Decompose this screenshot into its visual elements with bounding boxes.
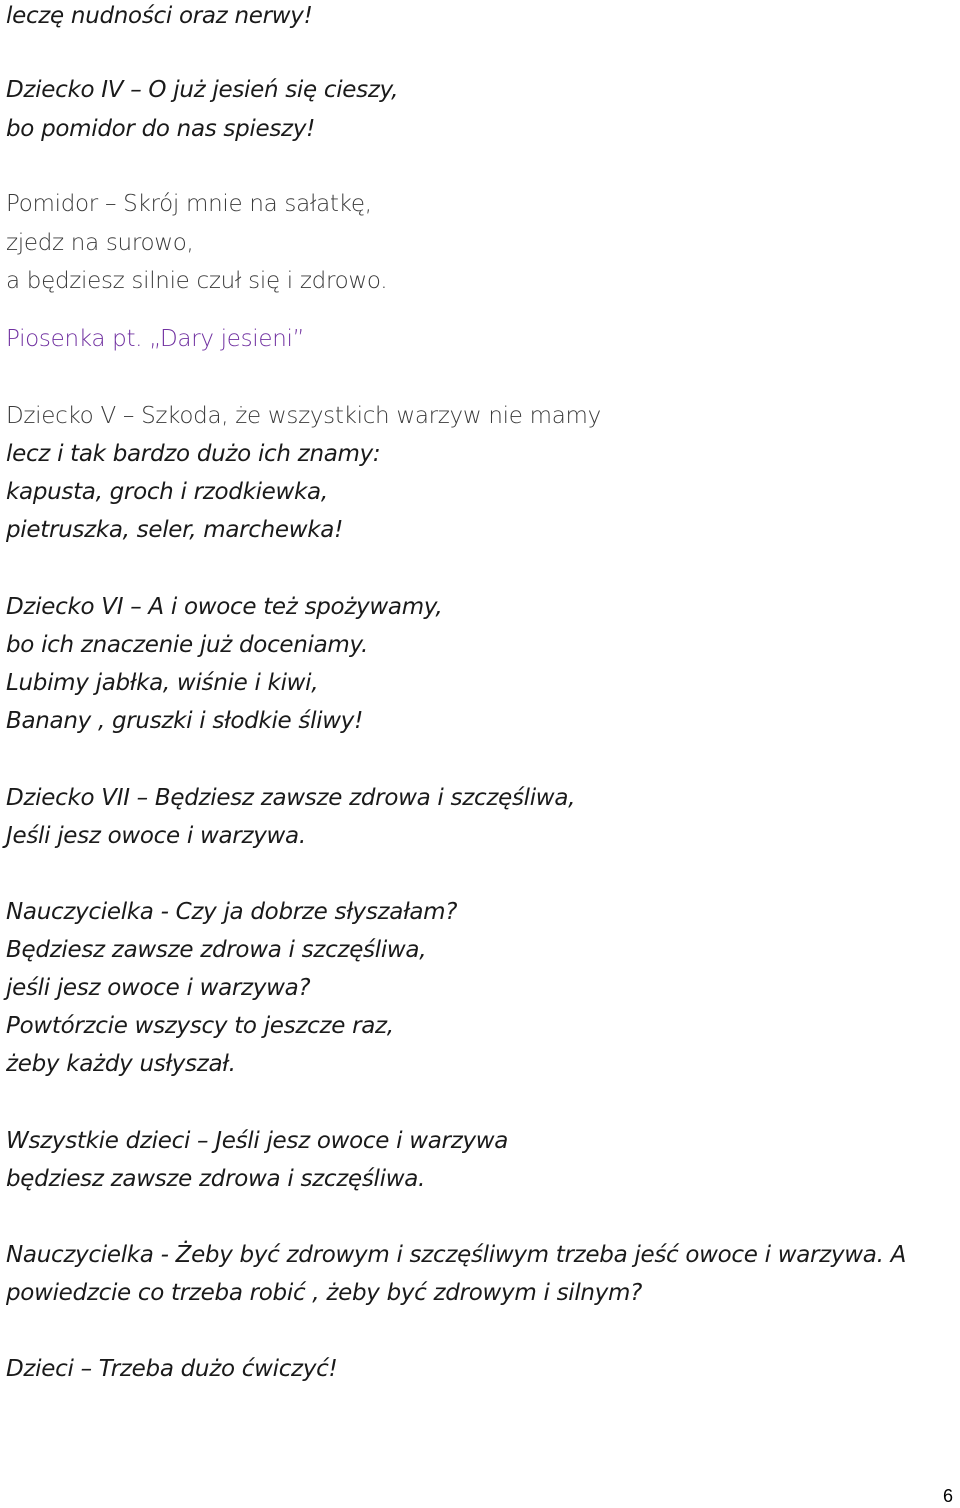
text-line: Powtórzcie wszyscy to jeszcze raz, [6, 1013, 394, 1039]
text-line: Dziecko VI – A i owoce też spożywamy, [6, 594, 443, 620]
text-line: Dziecko VII – Będziesz zawsze zdrowa i szczęśliwa, [6, 785, 576, 811]
text-line: powiedzcie co trzeba robić , żeby być zdrowym i silnym? [6, 1280, 643, 1306]
song-title: Piosenka pt. „Dary jesieni” [6, 326, 305, 352]
text-line: Dzieci – Trzeba dużo ćwiczyć! [6, 1356, 338, 1382]
text-line: a będziesz silnie czuł się i zdrowo. [6, 268, 388, 294]
text-line: żeby każdy usłyszał. [6, 1051, 236, 1077]
text-line: bo ich znaczenie już doceniamy. [6, 632, 369, 658]
text-line: bo pomidor do nas spieszy! [6, 116, 316, 142]
text-line: lecz i tak bardzo dużo ich znamy: [6, 441, 381, 467]
text-line: Nauczycielka - Czy ja dobrze słyszałam? [6, 899, 458, 925]
text-line: leczę nudności oraz nerwy! [6, 3, 313, 29]
text-line: Wszystkie dzieci – Jeśli jesz owoce i warzywa [6, 1128, 509, 1154]
text-line: Będziesz zawsze zdrowa i szczęśliwa, [6, 937, 427, 963]
text-line: będziesz zawsze zdrowa i szczęśliwa. [6, 1166, 426, 1192]
text-line: Jeśli jesz owoce i warzywa. [6, 823, 306, 849]
text-line: Dziecko IV – O już jesień się cieszy, [6, 77, 399, 103]
text-line: kapusta, groch i rzodkiewka, [6, 479, 328, 505]
text-line: jeśli jesz owoce i warzywa? [6, 975, 311, 1001]
text-line: Lubimy jabłka, wiśnie i kiwi, [6, 670, 319, 696]
text-line: zjedz na surowo, [6, 230, 194, 256]
page-number: 6 [942, 1486, 953, 1506]
text-line: Pomidor – Skrój mnie na sałatkę, [6, 191, 372, 217]
text-line: Banany , gruszki i słodkie śliwy! [6, 708, 364, 734]
text-line: Nauczycielka - Żeby być zdrowym i szczęśliwym trzeba jeść owoce i warzywa. A [6, 1242, 907, 1268]
text-line: pietruszka, seler, marchewka! [6, 517, 343, 543]
text-line: Dziecko V – Szkoda, że wszystkich warzyw nie mamy [6, 403, 601, 429]
